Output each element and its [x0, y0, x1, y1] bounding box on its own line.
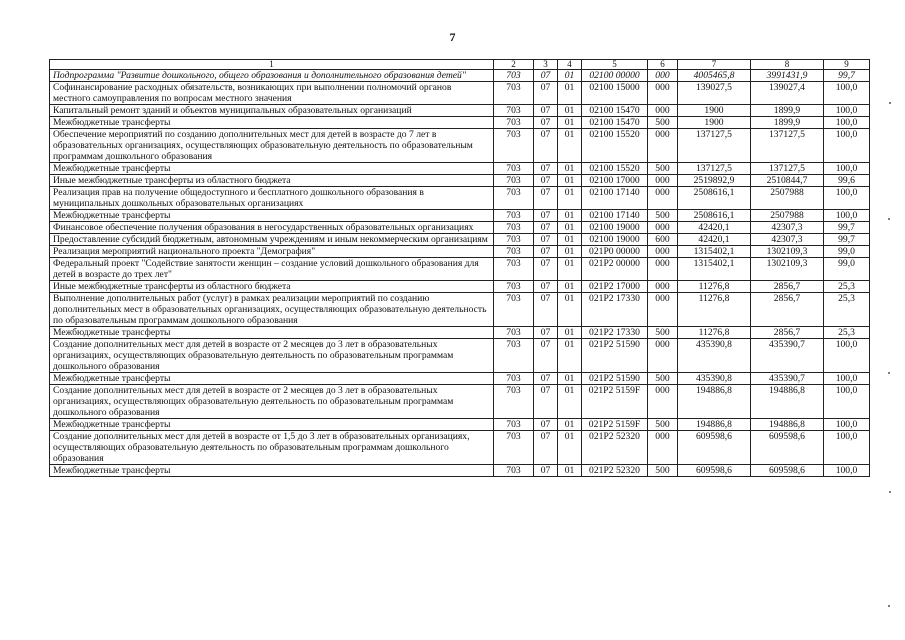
row-value-cell: 01: [558, 246, 582, 258]
row-value-cell: 500: [648, 373, 678, 385]
row-name-cell: Межбюджетные трансферты: [50, 419, 494, 431]
row-value-cell: 021P2 51590: [582, 373, 648, 385]
row-value-cell: 07: [534, 258, 558, 281]
row-value-cell: 02100 15520: [582, 163, 648, 175]
row-value-cell: 021P2 5159F: [582, 419, 648, 431]
row-value-cell: 01: [558, 465, 582, 477]
header-cell: 8: [751, 60, 824, 70]
row-value-cell: 021P2 51590: [582, 339, 648, 373]
row-value-cell: 500: [648, 327, 678, 339]
row-name-cell: Межбюджетные трансферты: [50, 465, 494, 477]
row-value-cell: 021P2 17330: [582, 327, 648, 339]
row-value-cell: 703: [494, 163, 534, 175]
row-name-cell: Обеспечение мероприятий по созданию дополнительных мест для детей в возрасте до 7 лет в образовательных организациях, осуществляющих образовательную деятельность по образовательным программам дошкольного образования: [50, 129, 494, 163]
row-value-cell: 000: [648, 258, 678, 281]
row-value-cell: 703: [494, 234, 534, 246]
row-value-cell: 42307,3: [751, 234, 824, 246]
row-value-cell: 07: [534, 419, 558, 431]
row-value-cell: 01: [558, 210, 582, 222]
scan-speck: [888, 605, 890, 607]
row-value-cell: 100,0: [824, 465, 870, 477]
table-row: [50, 431, 870, 465]
row-value-cell: 1900: [678, 105, 751, 117]
row-name-cell: Иные межбюджетные трансферты из областного бюджета: [50, 175, 494, 187]
row-value-cell: 100,0: [824, 373, 870, 385]
row-value-cell: 000: [648, 105, 678, 117]
row-value-cell: 11276,8: [678, 281, 751, 293]
row-value-cell: 3991431,9: [751, 70, 824, 82]
table-row: [50, 246, 870, 258]
table-row: [50, 82, 870, 105]
row-value-cell: 01: [558, 258, 582, 281]
table-row: [50, 327, 870, 339]
row-value-cell: 01: [558, 373, 582, 385]
row-value-cell: 100,0: [824, 129, 870, 163]
row-value-cell: 137127,5: [751, 163, 824, 175]
row-value-cell: 000: [648, 281, 678, 293]
row-value-cell: 02100 15000: [582, 82, 648, 105]
scan-speck: [888, 372, 890, 374]
row-value-cell: 194886,8: [678, 385, 751, 419]
row-value-cell: 01: [558, 419, 582, 431]
row-value-cell: 02100 15470: [582, 105, 648, 117]
row-value-cell: 435390,8: [678, 339, 751, 373]
row-value-cell: 500: [648, 117, 678, 129]
row-value-cell: 2507988: [751, 210, 824, 222]
row-value-cell: 435390,7: [751, 373, 824, 385]
row-name-cell: Межбюджетные трансферты: [50, 210, 494, 222]
row-value-cell: 500: [648, 210, 678, 222]
row-value-cell: 99,0: [824, 246, 870, 258]
header-cell: 6: [648, 60, 678, 70]
row-name-cell: Реализация мероприятий национального проекта "Демография": [50, 246, 494, 258]
row-value-cell: 000: [648, 187, 678, 210]
row-value-cell: 137127,5: [678, 129, 751, 163]
row-value-cell: 07: [534, 129, 558, 163]
row-value-cell: 07: [534, 210, 558, 222]
row-value-cell: 01: [558, 82, 582, 105]
scan-speck: [889, 491, 891, 493]
scan-speck: [888, 218, 890, 220]
row-value-cell: 01: [558, 281, 582, 293]
row-value-cell: 07: [534, 105, 558, 117]
row-value-cell: 02100 15470: [582, 117, 648, 129]
row-value-cell: 139027,5: [678, 82, 751, 105]
row-value-cell: 07: [534, 246, 558, 258]
row-value-cell: 99,7: [824, 70, 870, 82]
row-value-cell: 000: [648, 82, 678, 105]
row-value-cell: 609598,6: [751, 431, 824, 465]
row-value-cell: 1899,9: [751, 105, 824, 117]
row-value-cell: 01: [558, 70, 582, 82]
row-value-cell: 703: [494, 187, 534, 210]
row-value-cell: 021P2 00000: [582, 258, 648, 281]
row-name-cell: Федеральный проект "Содействие занятости женщин – создание условий дошкольного образования для детей в возрасте до трех лет": [50, 258, 494, 281]
row-value-cell: 01: [558, 293, 582, 327]
row-value-cell: 500: [648, 465, 678, 477]
row-value-cell: 100,0: [824, 117, 870, 129]
row-value-cell: 99,0: [824, 258, 870, 281]
row-value-cell: 000: [648, 339, 678, 373]
header-row: [50, 60, 870, 70]
row-value-cell: 07: [534, 222, 558, 234]
row-value-cell: 2856,7: [751, 327, 824, 339]
row-value-cell: 07: [534, 70, 558, 82]
row-name-cell: Выполнение дополнительных работ (услуг) в рамках реализации мероприятий по созданию дополнительных мест в образовательных организациях, осуществляющих образовательную деятельность по образовательным программам дошкольного образования: [50, 293, 494, 327]
row-value-cell: 703: [494, 373, 534, 385]
row-value-cell: 703: [494, 431, 534, 465]
row-value-cell: 137127,5: [678, 163, 751, 175]
table-row: [50, 105, 870, 117]
row-name-cell: Предоставление субсидий бюджетным, автономным учреждениям и иным некоммерческим организациям: [50, 234, 494, 246]
row-value-cell: 01: [558, 327, 582, 339]
row-value-cell: 07: [534, 385, 558, 419]
row-value-cell: 100,0: [824, 82, 870, 105]
row-value-cell: 02100 19000: [582, 222, 648, 234]
row-value-cell: 609598,6: [751, 465, 824, 477]
row-value-cell: 137127,5: [751, 129, 824, 163]
row-value-cell: 02100 17140: [582, 187, 648, 210]
row-value-cell: 1899,9: [751, 117, 824, 129]
row-value-cell: 703: [494, 70, 534, 82]
row-value-cell: 100,0: [824, 105, 870, 117]
header-cell: 3: [534, 60, 558, 70]
row-value-cell: 609598,6: [678, 431, 751, 465]
row-value-cell: 01: [558, 163, 582, 175]
page-number: 7: [449, 30, 456, 44]
row-name-cell: Капитальный ремонт зданий и объектов муниципальных образовательных организаций: [50, 105, 494, 117]
row-value-cell: 000: [648, 431, 678, 465]
row-value-cell: 25,3: [824, 327, 870, 339]
row-value-cell: 000: [648, 222, 678, 234]
header-cell: 5: [582, 60, 648, 70]
header-cell: 9: [824, 60, 870, 70]
table-row: [50, 293, 870, 327]
row-value-cell: 07: [534, 117, 558, 129]
row-value-cell: 25,3: [824, 281, 870, 293]
row-value-cell: 703: [494, 129, 534, 163]
row-value-cell: 02100 17000: [582, 175, 648, 187]
row-value-cell: 703: [494, 175, 534, 187]
table-row: [50, 222, 870, 234]
row-value-cell: 100,0: [824, 385, 870, 419]
row-value-cell: 1900: [678, 117, 751, 129]
table-row: [50, 163, 870, 175]
table-row: [50, 117, 870, 129]
row-value-cell: 99,7: [824, 234, 870, 246]
row-name-cell: Реализация прав на получение общедоступного и бесплатного дошкольного образования в муниципальных дошкольных образовательных организациях: [50, 187, 494, 210]
row-value-cell: 99,6: [824, 175, 870, 187]
row-value-cell: 01: [558, 117, 582, 129]
row-value-cell: 703: [494, 258, 534, 281]
row-value-cell: 000: [648, 175, 678, 187]
row-value-cell: 1315402,1: [678, 246, 751, 258]
row-value-cell: 01: [558, 175, 582, 187]
row-value-cell: 703: [494, 210, 534, 222]
row-value-cell: 703: [494, 339, 534, 373]
row-value-cell: 100,0: [824, 163, 870, 175]
row-name-cell: Межбюджетные трансферты: [50, 117, 494, 129]
row-value-cell: 99,7: [824, 222, 870, 234]
row-name-cell: Межбюджетные трансферты: [50, 327, 494, 339]
row-value-cell: 021P2 17330: [582, 293, 648, 327]
row-value-cell: 07: [534, 373, 558, 385]
row-value-cell: 435390,8: [678, 373, 751, 385]
row-value-cell: 01: [558, 105, 582, 117]
row-value-cell: 600: [648, 234, 678, 246]
row-value-cell: 2519892,9: [678, 175, 751, 187]
row-name-cell: Софинансирование расходных обязательств, возникающих при выполнении полномочий органов местного самоуправления по вопросам местного значения: [50, 82, 494, 105]
row-value-cell: 2510844,7: [751, 175, 824, 187]
row-value-cell: 100,0: [824, 339, 870, 373]
header-cell: 7: [678, 60, 751, 70]
row-name-cell: Подпрограмма "Развитие дошкольного, общего образования и дополнительного образования детей": [50, 70, 494, 82]
row-value-cell: 194886,8: [751, 385, 824, 419]
row-value-cell: 07: [534, 431, 558, 465]
row-value-cell: 07: [534, 465, 558, 477]
row-value-cell: 000: [648, 129, 678, 163]
row-value-cell: 703: [494, 105, 534, 117]
header-cell: 4: [558, 60, 582, 70]
row-name-cell: Межбюджетные трансферты: [50, 373, 494, 385]
row-value-cell: 01: [558, 234, 582, 246]
row-value-cell: 42420,1: [678, 222, 751, 234]
row-name-cell: Иные межбюджетные трансферты из областного бюджета: [50, 281, 494, 293]
row-value-cell: 021P0 00000: [582, 246, 648, 258]
row-value-cell: 703: [494, 327, 534, 339]
row-value-cell: 07: [534, 187, 558, 210]
row-value-cell: 42307,3: [751, 222, 824, 234]
row-value-cell: 11276,8: [678, 327, 751, 339]
row-value-cell: 703: [494, 222, 534, 234]
row-value-cell: 703: [494, 117, 534, 129]
row-value-cell: 1315402,1: [678, 258, 751, 281]
row-name-cell: Создание дополнительных мест для детей в возрасте от 1,5 до 3 лет в образовательных организациях, осуществляющих образовательную деятельность по образовательным программам дошкольного образования: [50, 431, 494, 465]
row-value-cell: 609598,6: [678, 465, 751, 477]
row-value-cell: 500: [648, 163, 678, 175]
scan-speck: [889, 102, 891, 104]
row-value-cell: 2856,7: [751, 281, 824, 293]
header-cell: 2: [494, 60, 534, 70]
row-value-cell: 021P2 52320: [582, 431, 648, 465]
row-value-cell: 07: [534, 281, 558, 293]
row-value-cell: 500: [648, 419, 678, 431]
row-value-cell: 07: [534, 163, 558, 175]
row-name-cell: Создание дополнительных мест для детей в возрасте от 2 месяцев до 3 лет в образовательных организациях, осуществляющих образовательную деятельность по образовательным программам дошкольного образования: [50, 385, 494, 419]
table-row: [50, 465, 870, 477]
row-value-cell: 139027,4: [751, 82, 824, 105]
row-value-cell: 021P2 5159F: [582, 385, 648, 419]
row-value-cell: 194886,8: [678, 419, 751, 431]
row-value-cell: 703: [494, 385, 534, 419]
row-value-cell: 2507988: [751, 187, 824, 210]
row-value-cell: 000: [648, 70, 678, 82]
table-row: [50, 258, 870, 281]
row-value-cell: 4005465,8: [678, 70, 751, 82]
table-row: [50, 175, 870, 187]
row-value-cell: 703: [494, 419, 534, 431]
row-value-cell: 703: [494, 281, 534, 293]
row-value-cell: 000: [648, 385, 678, 419]
table-row: [50, 339, 870, 373]
row-value-cell: 01: [558, 339, 582, 373]
table-row: [50, 419, 870, 431]
table-row: [50, 234, 870, 246]
row-value-cell: 02100 19000: [582, 234, 648, 246]
row-value-cell: 07: [534, 339, 558, 373]
row-value-cell: 01: [558, 385, 582, 419]
row-value-cell: 25,3: [824, 293, 870, 327]
row-value-cell: 000: [648, 293, 678, 327]
row-value-cell: 07: [534, 175, 558, 187]
row-value-cell: 2856,7: [751, 293, 824, 327]
row-value-cell: 703: [494, 82, 534, 105]
row-value-cell: 07: [534, 234, 558, 246]
table-row: [50, 373, 870, 385]
row-value-cell: 1302109,3: [751, 246, 824, 258]
row-value-cell: 02100 00000: [582, 70, 648, 82]
table-row: [50, 70, 870, 82]
table-row: [50, 281, 870, 293]
row-value-cell: 194886,8: [751, 419, 824, 431]
row-value-cell: 021P2 52320: [582, 465, 648, 477]
table-row: [50, 385, 870, 419]
row-value-cell: 100,0: [824, 210, 870, 222]
row-value-cell: 07: [534, 293, 558, 327]
row-name-cell: Межбюджетные трансферты: [50, 163, 494, 175]
row-value-cell: 01: [558, 187, 582, 210]
row-value-cell: 02100 15520: [582, 129, 648, 163]
row-value-cell: 01: [558, 222, 582, 234]
row-value-cell: 42420,1: [678, 234, 751, 246]
row-value-cell: 703: [494, 465, 534, 477]
row-value-cell: 703: [494, 246, 534, 258]
row-value-cell: 07: [534, 82, 558, 105]
row-value-cell: 100,0: [824, 187, 870, 210]
row-name-cell: Создание дополнительных мест для детей в возрасте от 2 месяцев до 3 лет в образовательных организациях, осуществляющих образовательную деятельность по образовательным программам дошкольного образования: [50, 339, 494, 373]
row-value-cell: 2508616,1: [678, 187, 751, 210]
row-value-cell: 100,0: [824, 431, 870, 465]
row-name-cell: Финансовое обеспечение получения образования в негосударственных образовательных организациях: [50, 222, 494, 234]
row-value-cell: 703: [494, 293, 534, 327]
row-value-cell: 000: [648, 246, 678, 258]
row-value-cell: 2508616,1: [678, 210, 751, 222]
row-value-cell: 435390,7: [751, 339, 824, 373]
row-value-cell: 1302109,3: [751, 258, 824, 281]
row-value-cell: 100,0: [824, 419, 870, 431]
budget-table: [49, 59, 870, 477]
table-row: [50, 210, 870, 222]
row-value-cell: 021P2 17000: [582, 281, 648, 293]
row-value-cell: 02100 17140: [582, 210, 648, 222]
table-row: [50, 187, 870, 210]
table-row: [50, 129, 870, 163]
row-value-cell: 07: [534, 327, 558, 339]
row-value-cell: 01: [558, 129, 582, 163]
header-cell: 1: [50, 60, 494, 70]
row-value-cell: 01: [558, 431, 582, 465]
row-value-cell: 11276,8: [678, 293, 751, 327]
